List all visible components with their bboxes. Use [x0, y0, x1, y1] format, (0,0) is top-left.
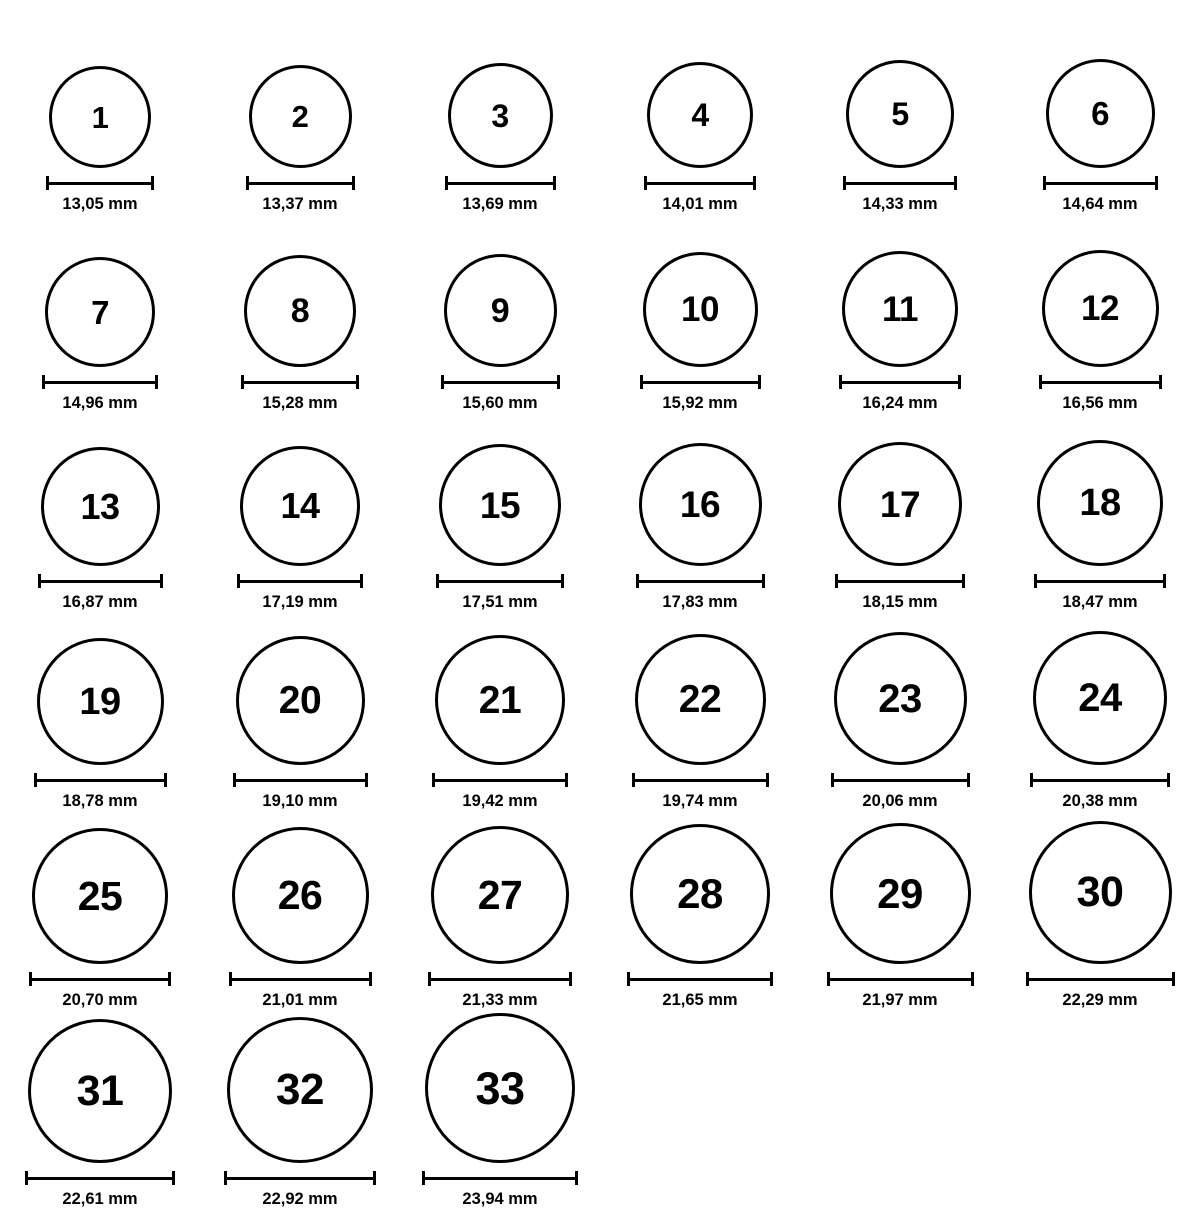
ring-size-cell [600, 814, 800, 1013]
measure-cap-right [365, 773, 368, 787]
measure-line [46, 182, 154, 185]
ring-size-number: 24 [1078, 676, 1122, 720]
ring-circle [842, 251, 958, 367]
ring-circle [1037, 440, 1163, 566]
measure-cap-right [1167, 773, 1170, 787]
measure-cap-right [753, 176, 756, 190]
diameter-label: 19,10 mm [262, 792, 338, 810]
diameter-label: 19,42 mm [462, 792, 538, 810]
diameter-measure-bar [237, 574, 363, 588]
ring-size-number: 11 [882, 289, 918, 329]
diameter-label: 22,29 mm [1062, 991, 1138, 1009]
measure-cap-right [954, 176, 957, 190]
ring-circle [28, 1019, 172, 1163]
ring-size-cell [0, 18, 200, 217]
diameter-measure-bar [441, 375, 560, 389]
ring-circle [425, 1013, 575, 1163]
measure-cap-left [432, 773, 435, 787]
diameter-label: 16,24 mm [862, 394, 938, 412]
measure-cap-right [155, 375, 158, 389]
measure-cap-right [958, 375, 961, 389]
ring-size-cell [600, 217, 800, 416]
measure-cap-left [835, 574, 838, 588]
diameter-label: 22,61 mm [62, 1190, 138, 1208]
ring-size-cell [200, 1013, 400, 1212]
measure-cap-right [1163, 574, 1166, 588]
ring-size-cell [1000, 18, 1200, 217]
ring-size-cell [0, 615, 200, 814]
measure-cap-left [1043, 176, 1046, 190]
measure-cap-right [967, 773, 970, 787]
ring-size-cell [1000, 615, 1200, 814]
measure-line [25, 1177, 175, 1180]
ring-size-number: 22 [678, 678, 722, 721]
ring-size-number: 31 [76, 1066, 124, 1115]
measure-cap-left [233, 773, 236, 787]
measure-cap-right [360, 574, 363, 588]
ring-size-number: 26 [277, 872, 323, 918]
diameter-measure-bar [839, 375, 961, 389]
measure-line [843, 182, 957, 185]
diameter-label: 17,83 mm [662, 593, 738, 611]
ring-size-number: 29 [877, 869, 923, 917]
measure-line [636, 580, 765, 583]
diameter-label: 16,56 mm [1062, 394, 1138, 412]
measure-line [827, 978, 974, 981]
measure-cap-right [1155, 176, 1158, 190]
diameter-label: 20,70 mm [62, 991, 138, 1009]
measure-cap-right [557, 375, 560, 389]
diameter-label: 16,87 mm [62, 593, 138, 611]
measure-line [29, 978, 171, 981]
diameter-label: 21,97 mm [862, 991, 938, 1009]
measure-cap-left [1030, 773, 1033, 787]
measure-cap-left [436, 574, 439, 588]
diameter-measure-bar [428, 972, 572, 986]
measure-line [1043, 182, 1158, 185]
measure-cap-right [569, 972, 572, 986]
measure-cap-left [246, 176, 249, 190]
ring-circle [244, 255, 356, 367]
measure-line [1039, 381, 1162, 384]
measure-cap-right [553, 176, 556, 190]
diameter-measure-bar [241, 375, 359, 389]
ring-size-cell [400, 18, 600, 217]
diameter-measure-bar [640, 375, 761, 389]
ring-size-number: 10 [681, 290, 719, 329]
ring-size-cell [0, 1013, 200, 1212]
measure-line [831, 779, 970, 782]
diameter-measure-bar [229, 972, 372, 986]
diameter-label: 23,94 mm [462, 1190, 538, 1208]
measure-cap-right [565, 773, 568, 787]
ring-size-number: 2 [291, 99, 309, 134]
ring-size-cell [0, 416, 200, 615]
ring-size-number: 5 [891, 96, 909, 132]
ring-size-number: 3 [491, 97, 509, 134]
ring-circle [249, 65, 352, 168]
ring-size-cell [800, 814, 1000, 1013]
diameter-measure-bar [835, 574, 965, 588]
ring-size-number: 19 [79, 680, 121, 723]
ring-circle [1042, 250, 1159, 367]
ring-size-number: 20 [278, 679, 322, 722]
diameter-measure-bar [843, 176, 957, 190]
measure-line [445, 182, 556, 185]
ring-circle [232, 827, 369, 964]
measure-line [1026, 978, 1175, 981]
diameter-label: 21,01 mm [262, 991, 338, 1009]
ring-size-number: 7 [91, 293, 109, 331]
ring-size-number: 13 [80, 485, 120, 527]
measure-cap-left [38, 574, 41, 588]
diameter-measure-bar [1030, 773, 1170, 787]
measure-line [835, 580, 965, 583]
ring-circle [435, 635, 565, 765]
measure-cap-right [352, 176, 355, 190]
ring-circle [647, 62, 753, 168]
ring-circle [439, 444, 561, 566]
measure-line [34, 779, 167, 782]
measure-cap-left [29, 972, 32, 986]
ring-size-cell [800, 18, 1000, 217]
diameter-label: 20,38 mm [1062, 792, 1138, 810]
ring-size-number: 30 [1076, 868, 1124, 916]
diameter-measure-bar [445, 176, 556, 190]
measure-cap-right [575, 1171, 578, 1185]
measure-line [224, 1177, 376, 1180]
ring-size-number: 8 [290, 292, 310, 330]
measure-cap-left [1034, 574, 1037, 588]
measure-line [422, 1177, 578, 1180]
ring-size-cell [400, 1013, 600, 1212]
ring-circle [635, 634, 766, 765]
ring-size-cell [400, 217, 600, 416]
measure-line [627, 978, 773, 981]
measure-cap-left [839, 375, 842, 389]
measure-cap-right [1159, 375, 1162, 389]
ring-size-cell [200, 615, 400, 814]
diameter-label: 14,01 mm [662, 195, 738, 213]
measure-cap-left [241, 375, 244, 389]
ring-size-cell [600, 416, 800, 615]
ring-size-cell [200, 814, 400, 1013]
diameter-measure-bar [1043, 176, 1158, 190]
ring-circle [448, 63, 553, 168]
ring-size-cell [400, 814, 600, 1013]
diameter-label: 21,33 mm [462, 991, 538, 1009]
diameter-measure-bar [636, 574, 765, 588]
measure-cap-left [627, 972, 630, 986]
measure-cap-left [441, 375, 444, 389]
measure-line [839, 381, 961, 384]
measure-cap-left [46, 176, 49, 190]
ring-size-number: 28 [677, 870, 723, 917]
diameter-label: 19,74 mm [662, 792, 738, 810]
measure-cap-right [561, 574, 564, 588]
ring-size-number: 27 [477, 871, 523, 918]
measure-line [1034, 580, 1166, 583]
ring-circle [1033, 631, 1167, 765]
ring-size-cell [0, 814, 200, 1013]
diameter-measure-bar [827, 972, 974, 986]
ring-circle [32, 828, 168, 964]
ring-circle [240, 446, 360, 566]
measure-cap-right [356, 375, 359, 389]
ring-size-number: 21 [478, 678, 522, 722]
measure-cap-left [831, 773, 834, 787]
ring-size-number: 15 [479, 484, 521, 526]
measure-line [632, 779, 769, 782]
ring-size-number: 17 [879, 483, 921, 525]
measure-cap-right [762, 574, 765, 588]
diameter-measure-bar [34, 773, 167, 787]
diameter-measure-bar [831, 773, 970, 787]
ring-size-cell [1000, 416, 1200, 615]
diameter-measure-bar [46, 176, 154, 190]
diameter-label: 18,15 mm [862, 593, 938, 611]
measure-cap-right [770, 972, 773, 986]
ring-size-number: 6 [1091, 95, 1109, 132]
measure-cap-left [1026, 972, 1029, 986]
diameter-measure-bar [1026, 972, 1175, 986]
ring-circle [45, 257, 155, 367]
diameter-measure-bar [422, 1171, 578, 1185]
measure-cap-right [373, 1171, 376, 1185]
ring-size-cell [800, 416, 1000, 615]
diameter-label: 13,05 mm [62, 195, 138, 213]
measure-line [432, 779, 568, 782]
diameter-measure-bar [246, 176, 355, 190]
ring-circle [236, 636, 365, 765]
measure-cap-left [422, 1171, 425, 1185]
measure-cap-left [632, 773, 635, 787]
diameter-label: 13,69 mm [462, 195, 538, 213]
ring-size-number: 32 [276, 1065, 324, 1114]
measure-cap-right [758, 375, 761, 389]
ring-circle [444, 254, 557, 367]
ring-size-number: 12 [1081, 289, 1119, 328]
measure-cap-right [160, 574, 163, 588]
measure-cap-right [1172, 972, 1175, 986]
measure-cap-left [640, 375, 643, 389]
measure-cap-left [1039, 375, 1042, 389]
ring-size-number: 1 [91, 99, 109, 135]
ring-size-cell [600, 18, 800, 217]
ring-size-number: 14 [280, 485, 320, 526]
ring-circle [846, 60, 954, 168]
ring-size-number: 23 [878, 676, 922, 721]
diameter-measure-bar [632, 773, 769, 787]
ring-size-cell [200, 416, 400, 615]
measure-cap-left [445, 176, 448, 190]
measure-cap-left [843, 176, 846, 190]
measure-line [436, 580, 564, 583]
measure-cap-right [164, 773, 167, 787]
diameter-label: 21,65 mm [662, 991, 738, 1009]
diameter-label: 14,96 mm [62, 394, 138, 412]
measure-cap-left [237, 574, 240, 588]
measure-cap-left [428, 972, 431, 986]
measure-cap-left [25, 1171, 28, 1185]
measure-line [644, 182, 756, 185]
measure-cap-right [172, 1171, 175, 1185]
diameter-label: 17,19 mm [262, 593, 338, 611]
diameter-label: 14,64 mm [1062, 195, 1138, 213]
measure-line [237, 580, 363, 583]
ring-size-number: 18 [1079, 482, 1121, 524]
ring-size-number: 9 [490, 291, 510, 330]
measure-cap-right [151, 176, 154, 190]
measure-line [428, 978, 572, 981]
ring-circle [630, 824, 770, 964]
ring-size-cell [400, 615, 600, 814]
diameter-measure-bar [233, 773, 368, 787]
ring-size-number: 4 [691, 97, 709, 133]
ring-circle [639, 443, 762, 566]
diameter-measure-bar [644, 176, 756, 190]
ring-circle [1029, 821, 1172, 964]
measure-cap-right [766, 773, 769, 787]
ring-size-cell [0, 217, 200, 416]
diameter-measure-bar [224, 1171, 376, 1185]
measure-cap-right [971, 972, 974, 986]
ring-circle [830, 823, 971, 964]
ring-size-cell [200, 18, 400, 217]
diameter-measure-bar [25, 1171, 175, 1185]
diameter-measure-bar [38, 574, 163, 588]
measure-cap-left [636, 574, 639, 588]
measure-cap-left [42, 375, 45, 389]
ring-circle [838, 442, 962, 566]
ring-size-number: 16 [679, 484, 721, 525]
ring-size-cell [800, 615, 1000, 814]
measure-line [640, 381, 761, 384]
ring-size-grid [0, 18, 1200, 1212]
ring-circle [49, 66, 151, 168]
ring-size-number: 25 [77, 872, 123, 919]
ring-circle [643, 252, 758, 367]
ring-circle [41, 447, 160, 566]
measure-line [441, 381, 560, 384]
ring-circle [834, 632, 967, 765]
measure-line [241, 381, 359, 384]
diameter-label: 20,06 mm [862, 792, 938, 810]
ring-size-number: 33 [475, 1062, 525, 1114]
ring-size-cell [200, 217, 400, 416]
diameter-label: 13,37 mm [262, 195, 338, 213]
diameter-measure-bar [1034, 574, 1166, 588]
measure-cap-left [229, 972, 232, 986]
measure-line [38, 580, 163, 583]
diameter-measure-bar [42, 375, 158, 389]
measure-cap-left [644, 176, 647, 190]
ring-circle [431, 826, 569, 964]
diameter-measure-bar [627, 972, 773, 986]
diameter-label: 22,92 mm [262, 1190, 338, 1208]
measure-cap-left [34, 773, 37, 787]
diameter-label: 15,92 mm [662, 394, 738, 412]
diameter-label: 15,28 mm [262, 394, 338, 412]
measure-cap-right [962, 574, 965, 588]
ring-size-cell [400, 416, 600, 615]
measure-cap-left [827, 972, 830, 986]
diameter-measure-bar [29, 972, 171, 986]
diameter-measure-bar [1039, 375, 1162, 389]
diameter-label: 18,47 mm [1062, 593, 1138, 611]
measure-cap-right [369, 972, 372, 986]
measure-line [42, 381, 158, 384]
ring-circle [37, 638, 164, 765]
diameter-label: 17,51 mm [462, 593, 538, 611]
ring-size-cell [1000, 217, 1200, 416]
ring-circle [227, 1017, 373, 1163]
diameter-label: 14,33 mm [862, 195, 938, 213]
diameter-label: 18,78 mm [62, 792, 138, 810]
measure-line [1030, 779, 1170, 782]
measure-line [233, 779, 368, 782]
ring-circle [1046, 59, 1155, 168]
ring-size-cell [600, 615, 800, 814]
measure-cap-right [168, 972, 171, 986]
measure-line [246, 182, 355, 185]
measure-line [229, 978, 372, 981]
diameter-measure-bar [432, 773, 568, 787]
diameter-measure-bar [436, 574, 564, 588]
measure-cap-left [224, 1171, 227, 1185]
ring-size-cell [800, 217, 1000, 416]
ring-size-cell [1000, 814, 1200, 1013]
diameter-label: 15,60 mm [462, 394, 538, 412]
